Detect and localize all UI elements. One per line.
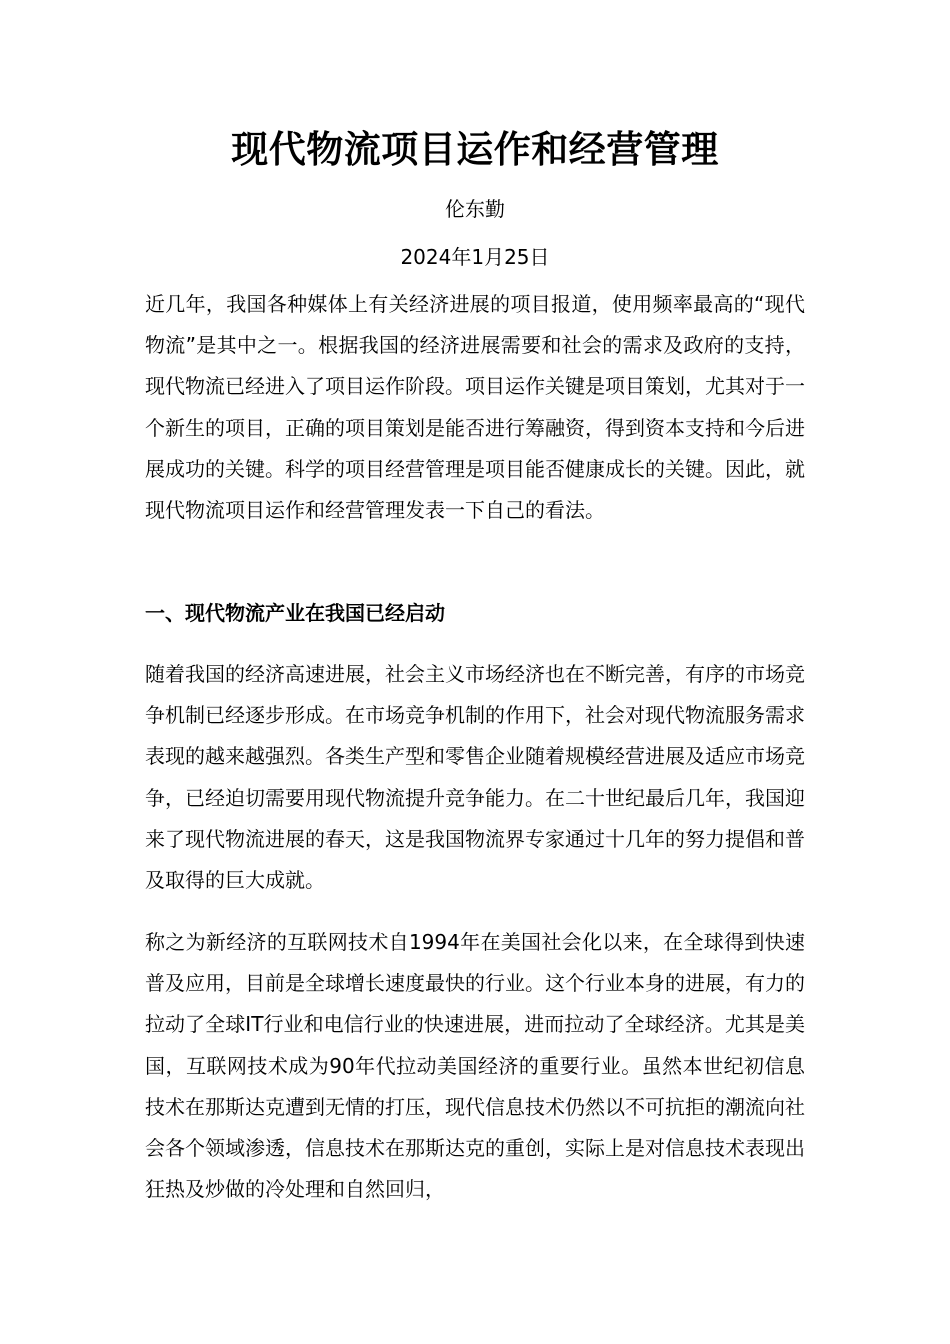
intro-paragraph: 近几年，我国各种媒体上有关经济进展的项目报道，使用频率最高的“现代物流”是其中之一。根据我国的经济进展需要和社会的需求及政府的支持，现代物流已经进入了项目运作阶段。项目运作关键是项目策划，尤其对于一个新生的项目，正确的项目策划是能否进行筹融资，得到资本支持和今后进展成功的关键。科学的项目经营管理是项目能否健康成长的关键。因此，就现代物流项目运作和经营管理发表一下自己的看法。 [145, 292, 805, 523]
section-heading: 一、现代物流产业在我国已经启动 [145, 601, 445, 625]
body-paragraph: 随着我国的经济高速进展，社会主义市场经济也在不断完善，有序的市场竞争机制已经逐步形成。在市场竞争机制的作用下，社会对现代物流服务需求表现的越来越强烈。各类生产型和零售企业随着规模经营进展及适应市场竞争，已经迫切需要用现代物流提升竞争能力。在二十世纪最后几年，我国迎来了现代物流进展的春天，这是我国物流界专家通过十几年的努力提倡和普及取得的巨大成就。 [145, 662, 805, 893]
document-author: 伦东勤 [445, 197, 505, 221]
document-title: 现代物流项目运作和经营管理 [231, 128, 719, 171]
document-date: 2024年1月25日 [400, 245, 550, 269]
body-paragraph: 称之为新经济的互联网技术自1994年在美国社会化以来，在全球得到快速普及应用，目前是全球增长速度最快的行业。这个行业本身的进展，有力的拉动了全球IT行业和电信行业的快速进展，进而拉动了全球经济。尤其是美国，互联网技术成为90年代拉动美国经济的重要行业。虽然本世纪初信息技术在那斯达克遭到无情的打压，现代信息技术仍然以不可抗拒的潮流向社会各个领域渗透，信息技术在那斯达克的重创，实际上是对信息技术表现出狂热及炒做的冷处理和自然回归， [145, 930, 805, 1202]
